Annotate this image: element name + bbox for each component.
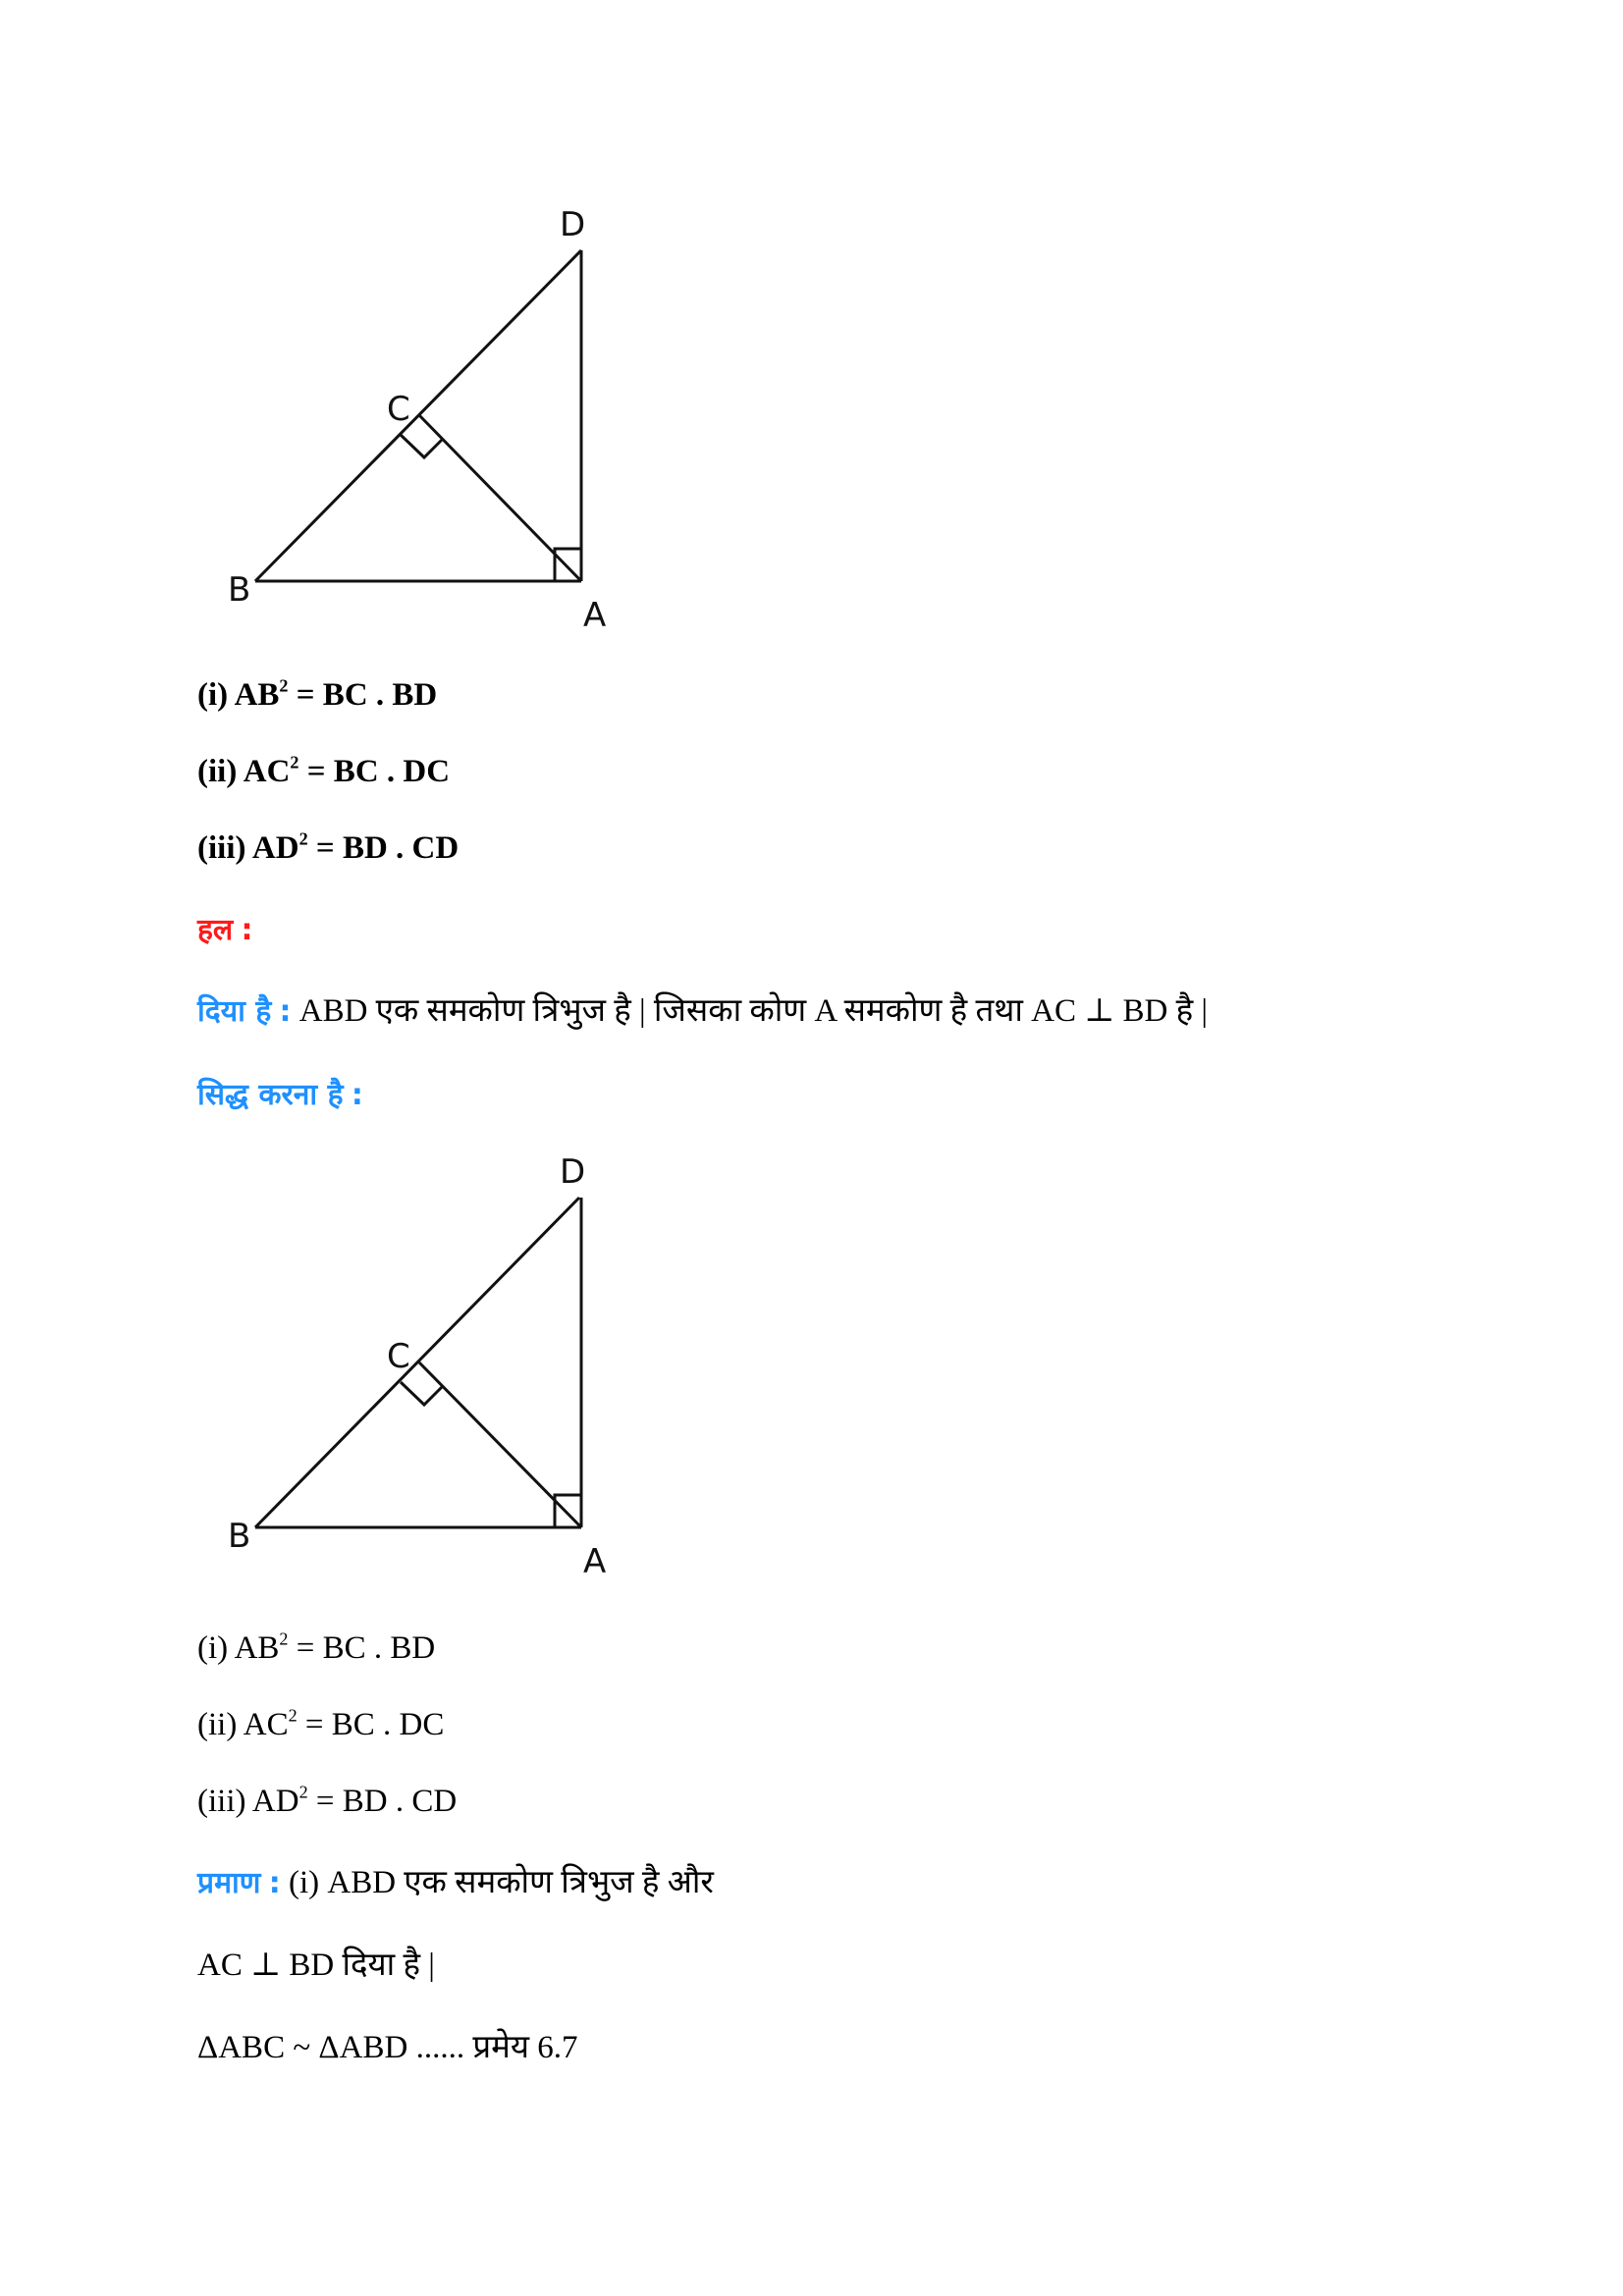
given-text: ABD एक समकोण त्रिभुज है | जिसका कोण A समकोण है तथा AC ⊥ BD है | <box>298 993 1208 1029</box>
proof-text: (i) ABD एक समकोण त्रिभुज है और <box>288 1865 714 1900</box>
given-label: दिया है <box>197 994 272 1029</box>
statement-text: = BC . BD <box>288 1630 436 1666</box>
statement-text: = BD . CD <box>307 830 460 866</box>
statement-text: (iii) AD <box>197 1784 299 1819</box>
label-B: B <box>228 1517 251 1556</box>
proof-text: ΔABC ~ ΔABD ...... प्रमेय 6.7 <box>197 2030 578 2065</box>
label-B: B <box>228 570 251 610</box>
statement-text: (ii) AC <box>197 1707 289 1742</box>
statement-text: (i) AB <box>197 677 280 713</box>
statement-plain-3 <box>197 1782 457 1821</box>
statement-text: = BC . BD <box>288 677 438 713</box>
label-A: A <box>583 596 607 635</box>
proof-line-1 <box>197 1863 714 1903</box>
label-C: C <box>387 1337 410 1376</box>
colon: : <box>279 994 292 1029</box>
proof-line-2 <box>197 1946 435 1985</box>
colon: : <box>351 1078 363 1112</box>
superscript: 2 <box>298 828 308 849</box>
statement-text: = BC . DC <box>297 1707 445 1742</box>
label-D: D <box>560 205 586 244</box>
superscript: 2 <box>279 675 289 696</box>
label-A: A <box>583 1542 607 1581</box>
statement-text: (i) AB <box>197 1630 280 1666</box>
proof-label: प्रमाण <box>197 1866 261 1900</box>
colon: : <box>241 913 253 947</box>
statement-text: (iii) AD <box>197 830 299 866</box>
colon: : <box>268 1866 281 1900</box>
statement-text: = BD . CD <box>307 1784 458 1819</box>
statement-plain-2 <box>197 1705 444 1744</box>
statement-plain-1 <box>197 1629 435 1668</box>
to-prove-label: सिद्ध करना है <box>197 1078 344 1112</box>
superscript: 2 <box>288 1705 298 1726</box>
statement-text: (ii) AC <box>197 754 291 789</box>
label-D: D <box>560 1152 586 1192</box>
superscript: 2 <box>298 1782 308 1802</box>
label-C: C <box>387 390 410 429</box>
right-angle-mark-C <box>401 1382 443 1405</box>
statement-text: = BC . DC <box>298 754 451 789</box>
superscript: 2 <box>279 1629 289 1649</box>
proof-line-3 <box>197 2028 577 2067</box>
solution-label: हल <box>197 913 234 947</box>
proof-text: AC ⊥ BD दिया है | <box>197 1948 435 1983</box>
superscript: 2 <box>290 752 299 773</box>
